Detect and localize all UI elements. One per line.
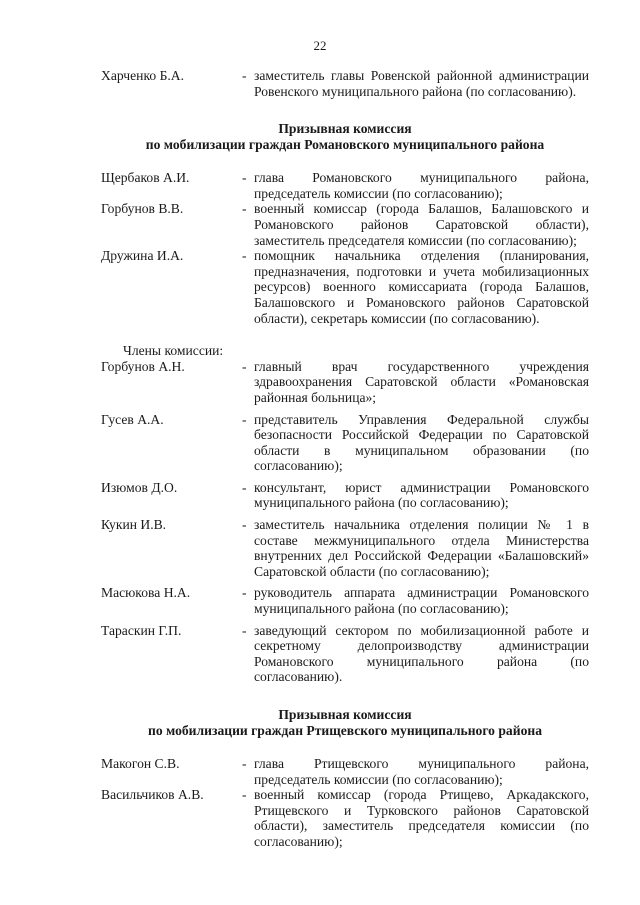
dash: - <box>242 479 247 495</box>
person-name: Горбунов В.В. <box>101 201 184 217</box>
dash: - <box>242 170 247 186</box>
list-item <box>101 517 589 579</box>
list-item <box>101 585 589 616</box>
dash: - <box>242 248 247 264</box>
person-role: заместитель главы Ровенской районной администрации Ровенского муниципального района (по согласованию). <box>254 68 589 99</box>
person-name: Васильчиков А.В. <box>101 787 204 803</box>
dash: - <box>242 68 247 83</box>
list-item <box>101 170 589 201</box>
person-role: военный комиссар (города Ртищево, Аркадакского, Ртищевского и Турковского районов Саратовской области), заместитель председателя комиссии (по согласованию); <box>254 787 589 849</box>
dash: - <box>242 622 247 638</box>
list-item <box>101 412 589 474</box>
members-label: Члены комиссии: <box>123 343 224 359</box>
person-name: Макогон С.В. <box>101 756 180 771</box>
person-name: Харченко Б.А. <box>101 68 184 83</box>
list-item <box>101 359 589 406</box>
person-name: Тараскин Г.П. <box>101 622 182 638</box>
person-role: глава Ртищевского муниципального района, председатель комиссии (по согласованию); <box>254 756 589 787</box>
person-name: Дружина И.А. <box>101 248 184 264</box>
document-body <box>101 68 589 850</box>
dash: - <box>242 201 247 217</box>
dash: - <box>242 756 247 771</box>
list-item <box>101 68 589 99</box>
dash: - <box>242 787 247 803</box>
section-title-line2: по мобилизации граждан Романовского муниципального района <box>145 137 545 153</box>
person-role: помощник начальника отделения (планирования, предназначения, подготовки и учета мобилизационных ресурсов) военного комиссариата (города Балашов, Балашовского и Романовского районов Саратовской области), секретарь комиссии (по согласованию). <box>254 248 589 326</box>
list-item <box>101 787 589 849</box>
person-name: Гусев А.А. <box>101 411 164 427</box>
list-item <box>101 248 589 326</box>
dash: - <box>242 358 247 374</box>
list-item <box>101 480 589 511</box>
person-role: глава Романовского муниципального района, председатель комиссии (по согласованию); <box>254 170 589 201</box>
section-title-line1: Призывная комиссия <box>278 121 412 137</box>
person-name: Изюмов Д.О. <box>101 479 178 495</box>
section-title-line2: по мобилизации граждан Ртищевского муниципального района <box>147 723 542 738</box>
list-item <box>101 756 589 787</box>
dash: - <box>242 517 247 533</box>
person-role: представитель Управления Федеральной службы безопасности Российской Федерации по Саратовской области в муниципальном образовании (по согласованию); <box>254 411 589 474</box>
person-role: руководитель аппарата администрации Романовского муниципального района (по согласованию); <box>254 585 589 617</box>
section-title-line1: Призывная комиссия <box>278 707 412 722</box>
person-role: консультант, юрист администрации Романовского муниципального района (по согласованию); <box>254 479 589 511</box>
list-item <box>101 201 589 248</box>
person-name: Горбунов А.Н. <box>101 358 185 374</box>
person-role: заведующий сектором по мобилизационной работе и секретному делопроизводству администрации Романовского муниципального района (по согласованию). <box>254 622 589 685</box>
person-name: Щербаков А.И. <box>101 170 190 186</box>
person-role: заместитель начальника отделения полиции № 1 в составе межмуниципального отдела Министерства внутренних дел Российской Федерации «Балашовский» Саратовской области (по согласованию); <box>254 517 589 579</box>
person-role: военный комиссар (города Балашов, Балашовского и Романовского районов Саратовской области), заместитель председателя комиссии (по согласованию); <box>254 201 589 248</box>
person-role: главный врач государственного учреждения здравоохранения Саратовской области «Романовская районная больница»; <box>254 358 589 405</box>
person-name: Масюкова Н.А. <box>101 585 191 601</box>
section-title <box>86 121 604 153</box>
dash: - <box>242 585 247 601</box>
person-name: Кукин И.В. <box>101 517 167 533</box>
list-item <box>101 623 589 685</box>
dash: - <box>242 411 247 427</box>
section-title <box>86 707 604 739</box>
page-number: 22 <box>313 38 327 53</box>
